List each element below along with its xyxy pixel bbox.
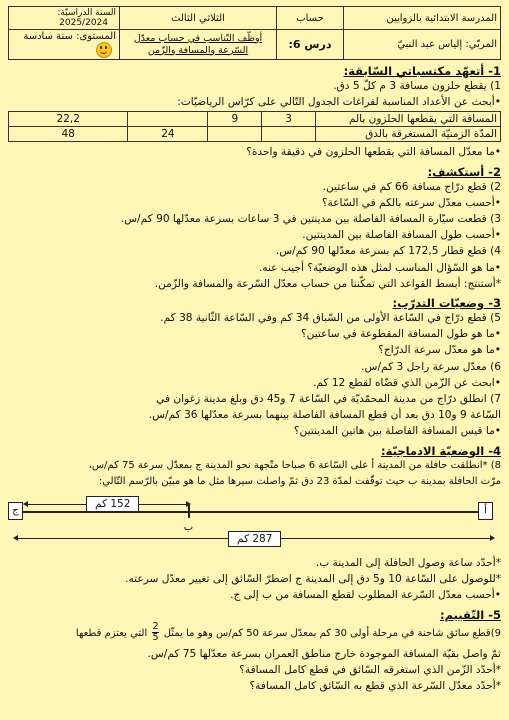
table-cell	[208, 127, 262, 142]
table-row-label: المدّة الزمنيّة المستغرقة بالدق	[316, 127, 501, 142]
s2-line-3: 3) قطعت سيّارة المسافة الفاصلة بين مدينتين في 3 ساعات بسرعة معدّلها 90 كم/س.	[120, 213, 501, 226]
lesson-number: درس 6:	[277, 30, 344, 60]
city-c-box: ج	[8, 502, 23, 520]
s4-line-2: مرّت الحافلة بمدينة ب حيث توقّفت لمدّة 23 دق ثمّ واصلت سيرها مثل ما هو مبيّن بالرّسم التّالي:	[98, 475, 501, 487]
table-cell: 9	[208, 112, 262, 127]
s3-line-1: 5) قطع درّاج في السّاعة الأولى من السّباق 34 كم وفي السّاعة الثّانية 38 كم.	[160, 312, 501, 325]
s3-line-4: 6) معدّل سرعة راجل 3 كم/س.	[361, 360, 501, 373]
city-b-box: ب	[183, 522, 194, 534]
s2-line-1: 2) قطع درّاج مسافة 66 كم في ساعتين.	[322, 180, 501, 193]
s3-line-6: 7) انطلق درّاج من مدينة المحمّديّة في السّاعة 7 و45 دق وبلغ مدينة زغوان في	[156, 393, 501, 406]
table-cell: 24	[128, 127, 208, 142]
school-name: المدرسة الابتدائية بالزوايين	[344, 7, 501, 30]
section-5-title: 5- التّقييم:	[439, 607, 501, 622]
s2-line-4: •أحسب طول المسافة الفاصلة بين المدينتين.	[302, 229, 501, 242]
table-cell: 22,2	[9, 112, 128, 127]
s2-line-5: 4) قطع قطار 172,5 كم بسرعة معدّلها 90 كم/س.	[275, 245, 501, 258]
level: المستوى: سنة سادسة	[23, 31, 116, 42]
topic-line-2: السّرعة والمسافة والزّمن	[147, 44, 249, 56]
s2-line-6: •ما هو السّؤال المناسب لمثل هذه الوضعيّة؟ أجيب عنه.	[258, 261, 501, 274]
section-3-title: 3- وضعيّات التدرّب:	[392, 296, 501, 311]
s4-line-5: •أحسب معدّل السّرعة المطلوب لقطع المسافة من ب إلى ج.	[230, 589, 501, 602]
level-cell	[9, 30, 120, 60]
s5-line-2: ثمّ واصل بقيّة المسافة الموجودة خارج مناطق العمران بسرعة معدّلها 75 كم/س.	[147, 647, 501, 660]
s1-line-1: 1) يقطع حلزون مسافة 3 م كلّ 5 دق.	[333, 80, 501, 92]
s1-line-2: •أبحث عن الأعداد المناسبة لفراغات الجدول التّالي على كرّاس الرياضيّات:	[177, 96, 501, 109]
table-row	[9, 127, 501, 142]
segment-ac-label: 287 كم	[228, 531, 281, 547]
s3-line-8: •ما قيس المسافة الفاصلة بين هاتين المدينتين؟	[293, 425, 501, 438]
route-diagram	[8, 493, 501, 551]
section-1-title: 1- أتعهّد مكتسباتي السّابقة:	[343, 64, 501, 78]
s4-line-1: 8) *انطلقت حافلة من المدينة أ على السّاعة 6 صباحا متّجهة نحو المدينة ج بمعدّل سرعة 75 كم/س،	[88, 459, 501, 471]
s3-line-2: •ما هو طول المسافة المقطوعة في ساعتين؟	[301, 328, 501, 341]
teacher-name: المربّي: إلياس عبد النبيّ	[344, 30, 501, 60]
table-cell: 48	[9, 127, 128, 142]
trimester: الثلاثي الثالث	[120, 7, 277, 30]
year-label: السنة الدراسيّة:	[57, 8, 116, 18]
s4-line-4: *للوصول على السّاعة 10 و5 دق إلى المدينة ج اضطرّ السّائق إلى تغيير معدّل سرعته.	[125, 573, 501, 586]
s5-line-1	[8, 622, 501, 646]
fraction	[152, 622, 158, 643]
s1-line-3: •ما معدّل المسافة التي يقطعها الحلزون في دقيقة واحدة؟	[246, 146, 501, 159]
s5-line-3: *أحدّد الزّمن الذي استغرقه السّائق في قطع كامل المسافة؟	[239, 663, 501, 676]
subject: حساب	[277, 7, 344, 30]
city-a-box: أ	[478, 502, 493, 520]
year-value: 2025/2024	[59, 18, 108, 28]
fraction-denominator: 5	[152, 632, 159, 644]
segment-bc-label: 152 كم	[86, 496, 139, 512]
table-cell	[262, 127, 316, 142]
section-2-title: 2- أستكشف:	[427, 164, 501, 179]
smiley-face-icon	[96, 42, 112, 58]
year-cell	[9, 7, 120, 30]
table-row	[9, 112, 501, 127]
fraction-numerator: 2	[152, 621, 159, 633]
s2-line-7: *أستنتج: أبسط القواعد التي تمكّننا من حساب معدّل السّرعة والمسافة والزّمن.	[154, 277, 501, 290]
topic-line-1: أوظّف التّناسب في حساب معدّل	[133, 32, 263, 44]
s4-line-3: *أحدّد ساعة وصول الحافلة إلى المدينة ب.	[315, 557, 501, 570]
lesson-topic	[120, 30, 277, 60]
s5-line-4: *أحدّد معدّل السّرعة الذي قطع به السّائق كامل المسافة؟	[249, 680, 501, 693]
section-4-title: 4- الوضعيّة الادماجيّة:	[381, 443, 501, 458]
s5-line-1-b: التي يعتزم قطعها	[75, 627, 148, 639]
snail-table	[8, 111, 501, 142]
table-cell	[128, 112, 208, 127]
s3-line-3: •ما هو معدّل سرعة الدرّاج؟	[378, 344, 501, 357]
table-row-label: المسافة التي يقطعها الحلزون بالم	[316, 112, 501, 127]
s3-line-7: السّاعة 9 و10 دق بعد أن قطع المسافة الفاصلة بينهما بسرعة معدّلها 36 كم/س.	[148, 409, 501, 422]
s2-line-2: •أحسب معدّل سرعته بالكم في السّاعة؟	[321, 196, 501, 209]
table-cell: 3	[262, 112, 316, 127]
header-table	[8, 6, 501, 60]
s5-line-1-a: 9)قطع سائق شاحنة في مرحلة أولى 30 كم بمعدّل سرعة 50 كم/س وهو ما يمثّل	[163, 627, 501, 639]
s3-line-5: •ابحث عن الزّمن الذي قضّاه لقطع 12 كم.	[312, 376, 501, 389]
